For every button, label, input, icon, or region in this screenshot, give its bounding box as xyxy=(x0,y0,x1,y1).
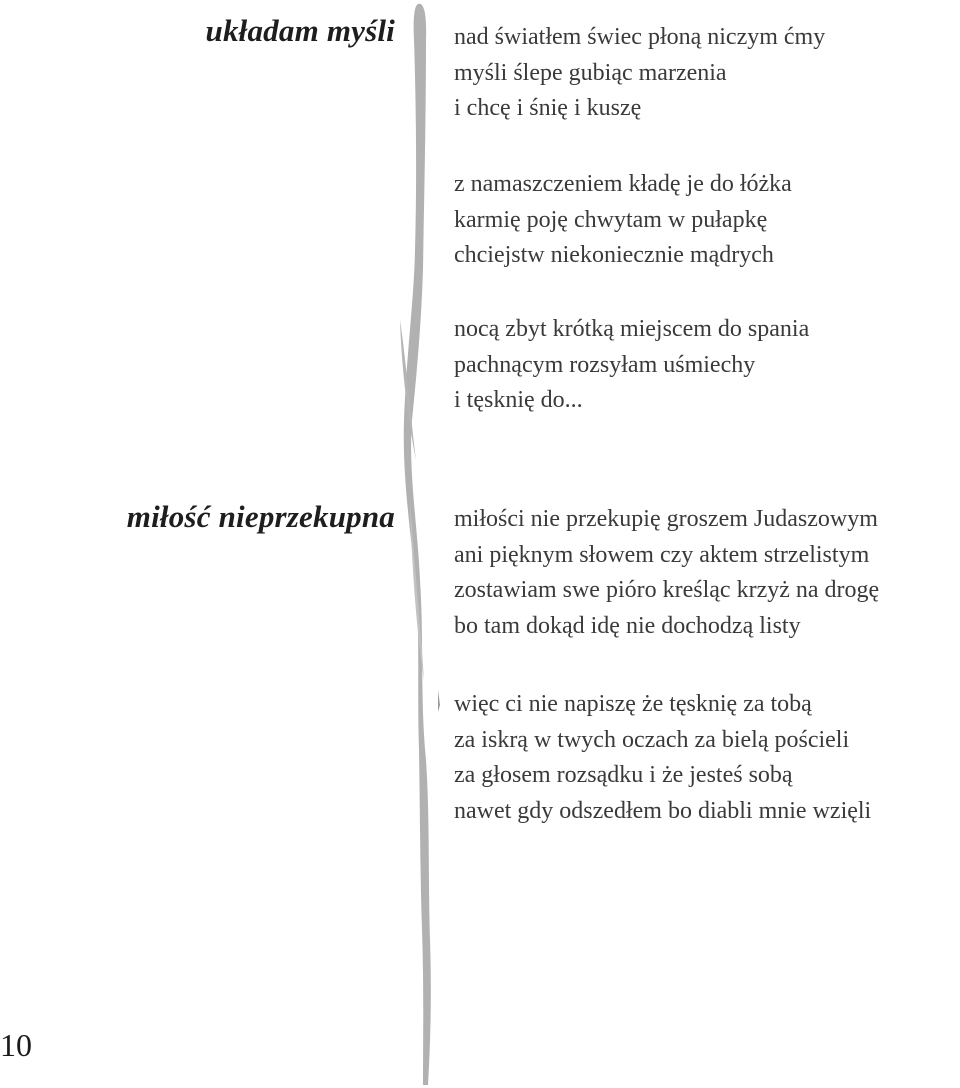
poem-title: układam myśli xyxy=(205,13,395,48)
poem-line: nawet gdy odszedłem bo diabli mnie wzięli xyxy=(454,797,872,824)
poem-line: miłości nie przekupię groszem Judaszowym xyxy=(454,506,878,532)
page-number: 10 xyxy=(0,1027,32,1063)
poem-line: pachnącym rozsyłam uśmiechy xyxy=(454,351,756,378)
poem-line: i tęsknię do... xyxy=(454,387,583,413)
poem-stanza xyxy=(454,687,871,829)
poem-line: z namaszczeniem kładę je do łóżka xyxy=(454,171,792,197)
poem-stanza xyxy=(454,502,879,644)
poem-stanza xyxy=(454,167,792,274)
poem-line: ani pięknym słowem czy aktem strzelistym xyxy=(454,541,870,568)
poem-line: bo tam dokąd idę nie dochodzą listy xyxy=(454,612,801,639)
poem-line: za iskrą w twych oczach za bielą pościeli xyxy=(454,726,850,753)
poem-line: więc ci nie napiszę że tęsknię za tobą xyxy=(454,691,812,717)
poem-stanza xyxy=(454,312,809,419)
poem-line: i chcę i śnię i kuszę xyxy=(454,95,642,121)
poem-stanza xyxy=(454,20,825,127)
poem-line: nad światłem świec płoną niczym ćmy xyxy=(454,24,826,50)
poem-line: za głosem rozsądku i że jesteś sobą xyxy=(454,762,793,788)
poem-line: karmię poję chwytam w pułapkę xyxy=(454,206,768,233)
brush-stroke-divider xyxy=(390,0,460,1088)
poem-line: zostawiam swe pióro kreśląc krzyż na drogę xyxy=(454,577,880,603)
poem-title: miłość nieprzekupna xyxy=(126,499,395,534)
poem-line: chciejstw niekoniecznie mądrych xyxy=(454,242,774,268)
poem-line: myśli ślepe gubiąc marzenia xyxy=(454,59,727,86)
poem-line: nocą zbyt krótką miejscem do spania xyxy=(454,316,810,342)
